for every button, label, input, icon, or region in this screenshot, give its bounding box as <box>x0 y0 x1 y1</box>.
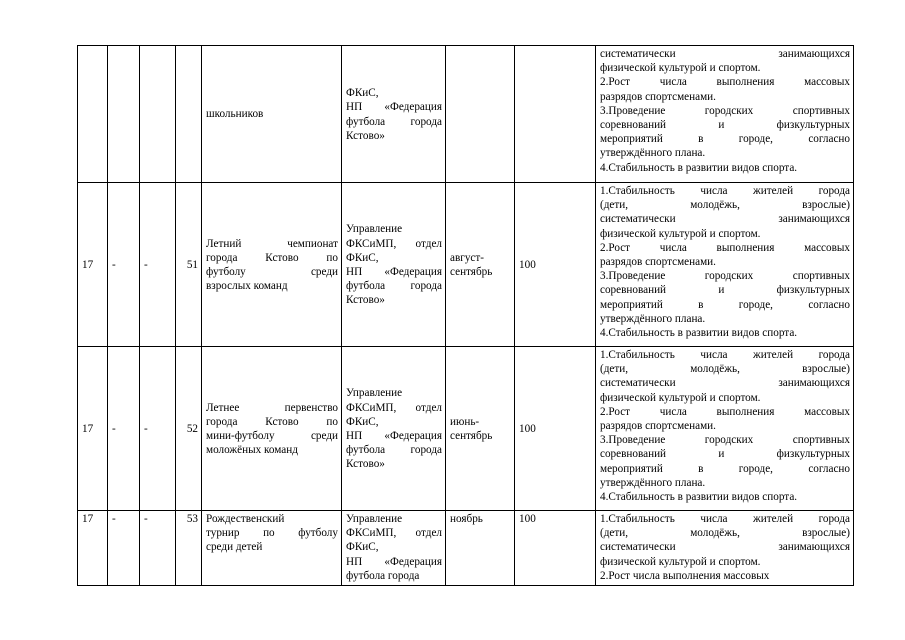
text-line: соревнований и физкультурных <box>600 119 850 132</box>
text-line: Рождественский <box>206 513 285 525</box>
text-line: (дети, молодёжь, взрослые) <box>600 527 850 540</box>
text-line: ФКСиМП, отдел <box>346 401 442 414</box>
table-body <box>78 46 854 586</box>
text-line: НП «Федерация <box>346 555 442 568</box>
row-number-text: 17 <box>82 513 94 525</box>
text-line: систематически занимающихся <box>600 48 850 60</box>
text-line: утверждённого плана. <box>600 312 706 325</box>
period-line: июнь- <box>450 415 480 428</box>
program-table <box>77 45 854 586</box>
dash-cell <box>140 46 176 183</box>
dash-cell <box>140 183 176 347</box>
text-line: Кстово» <box>346 129 385 142</box>
text-line: футбола города <box>346 280 442 293</box>
text-line: НП «Федерация <box>346 430 442 442</box>
text-line: НП «Федерация <box>346 101 442 114</box>
text-line: систематически занимающихся <box>600 213 850 226</box>
text-line: мероприятий в городе, согласно <box>600 133 850 146</box>
amount-cell <box>515 511 596 586</box>
executor-cell <box>342 347 446 511</box>
text-line: Управление <box>346 513 403 525</box>
table-row <box>78 183 854 347</box>
period-cell <box>446 183 515 347</box>
text-line: мини-футболу среди <box>206 430 338 442</box>
text-line: Кстово» <box>346 458 385 471</box>
dash-text: - <box>144 258 148 271</box>
code-text: 52 <box>186 422 198 435</box>
text-line: разрядов спортсменами. <box>600 420 716 433</box>
period-line: август- <box>450 251 485 264</box>
period-cell <box>446 46 515 183</box>
period-line: сентябрь <box>450 266 493 278</box>
period-line: сентябрь <box>450 430 493 442</box>
event-name-cell <box>202 347 342 511</box>
text-line: взрослых команд <box>206 280 288 293</box>
executor-cell <box>342 183 446 347</box>
expected-results-cell <box>596 347 854 511</box>
text-line: 3.Проведение городских спортивных <box>600 434 850 447</box>
period-line: ноябрь <box>450 513 483 525</box>
event-name-cell <box>202 511 342 586</box>
text-line: разрядов спортсменами. <box>600 256 716 269</box>
text-line: разрядов спортсменами. <box>600 90 716 103</box>
dash-cell <box>108 46 140 183</box>
text-line: 2.Рост числа выполнения массовых <box>600 241 850 254</box>
text-line: утверждённого плана. <box>600 476 706 489</box>
text-line: физической культурой и спортом. <box>600 555 761 568</box>
text-line: утверждённого плана. <box>600 147 706 160</box>
text-line: Управление <box>346 387 403 400</box>
amount-cell <box>515 347 596 511</box>
dash-text: - <box>112 513 116 525</box>
code-cell <box>176 183 202 347</box>
text-line: 3.Проведение городских спортивных <box>600 270 850 283</box>
text-line: ФКСиМП, отдел <box>346 237 442 250</box>
text-line: 4.Стабильность в развитии видов спорта. <box>600 491 798 504</box>
text-line: 2.Рост числа выполнения массовых <box>600 76 850 89</box>
text-line: мероприятий в городе, согласно <box>600 298 850 311</box>
text-line: 1.Стабильность числа жителей города <box>600 349 850 361</box>
text-line: футболу среди <box>206 266 338 278</box>
code-cell <box>176 347 202 511</box>
amount-text: 100 <box>519 258 536 271</box>
row-number-cell <box>78 347 108 511</box>
dash-text: - <box>144 513 148 525</box>
expected-results-cell <box>596 46 854 183</box>
text-line: физической культурой и спортом. <box>600 391 761 404</box>
text-line: футбола города <box>346 444 442 457</box>
row-number-cell <box>78 46 108 183</box>
text-line: турнир по футболу <box>206 527 338 540</box>
text-line: мероприятий в городе, согласно <box>600 462 850 475</box>
text-line: ФКСиМП, отдел <box>346 527 442 540</box>
text-line: соревнований и физкультурных <box>600 284 850 297</box>
text-line: ФКиС, <box>346 87 379 100</box>
text-line: 3.Проведение городских спортивных <box>600 104 850 117</box>
text-line: Летнее первенство <box>206 401 338 414</box>
text-line: ФКиС, <box>346 251 379 264</box>
row-number-text: 17 <box>82 258 94 271</box>
table-row <box>78 347 854 511</box>
dash-cell <box>108 183 140 347</box>
dash-cell <box>108 347 140 511</box>
event-name-cell <box>202 46 342 183</box>
row-number-text: 17 <box>82 422 94 435</box>
executor-cell <box>342 511 446 586</box>
text-line: НП «Федерация <box>346 266 442 278</box>
amount-text: 100 <box>519 422 536 435</box>
dash-cell <box>140 347 176 511</box>
text-line: 4.Стабильность в развитии видов спорта. <box>600 327 798 340</box>
text-line: 1.Стабильность числа жителей города <box>600 185 850 197</box>
text-line: ФКиС, <box>346 541 379 554</box>
text-line: систематически занимающихся <box>600 377 850 390</box>
dash-cell <box>140 511 176 586</box>
amount-cell <box>515 46 596 183</box>
text-line: 2.Рост числа выполнения массовых <box>600 569 770 582</box>
text-line: города Кстово по <box>206 415 338 428</box>
executor-cell <box>342 46 446 183</box>
text-line: города Кстово по <box>206 251 338 264</box>
period-cell <box>446 347 515 511</box>
text-line: школьников <box>206 108 264 121</box>
amount-cell <box>515 183 596 347</box>
text-line: ФКиС, <box>346 415 379 428</box>
dash-text: - <box>112 258 116 271</box>
expected-results-cell <box>596 183 854 347</box>
event-name-cell <box>202 183 342 347</box>
expected-results-cell <box>596 511 854 586</box>
text-line: систематически занимающихся <box>600 541 850 554</box>
text-line: (дети, молодёжь, взрослые) <box>600 199 850 212</box>
dash-cell <box>108 511 140 586</box>
row-number-cell <box>78 511 108 586</box>
code-cell <box>176 46 202 183</box>
text-line: Летний чемпионат <box>206 237 338 250</box>
text-line: физической культурой и спортом. <box>600 62 761 75</box>
text-line: 4.Стабильность в развитии видов спорта. <box>600 161 798 174</box>
text-line: футбола города <box>346 115 442 128</box>
text-line: Управление <box>346 223 403 236</box>
row-number-cell <box>78 183 108 347</box>
table-row <box>78 511 854 586</box>
code-text: 51 <box>186 258 198 271</box>
text-line: 2.Рост числа выполнения массовых <box>600 405 850 418</box>
code-text: 53 <box>186 513 198 525</box>
text-line: соревнований и физкультурных <box>600 448 850 461</box>
dash-text: - <box>112 422 116 435</box>
period-cell <box>446 511 515 586</box>
amount-text: 100 <box>519 513 536 525</box>
text-line: 1.Стабильность числа жителей города <box>600 513 850 525</box>
text-line: футбола города <box>346 569 420 582</box>
text-line: моложёных команд <box>206 444 298 457</box>
dash-text: - <box>144 422 148 435</box>
text-line: физической культурой и спортом. <box>600 227 761 240</box>
table-row <box>78 46 854 183</box>
code-cell <box>176 511 202 586</box>
text-line: среди детей <box>206 541 263 554</box>
text-line: (дети, молодёжь, взрослые) <box>600 363 850 376</box>
text-line: Кстово» <box>346 294 385 307</box>
